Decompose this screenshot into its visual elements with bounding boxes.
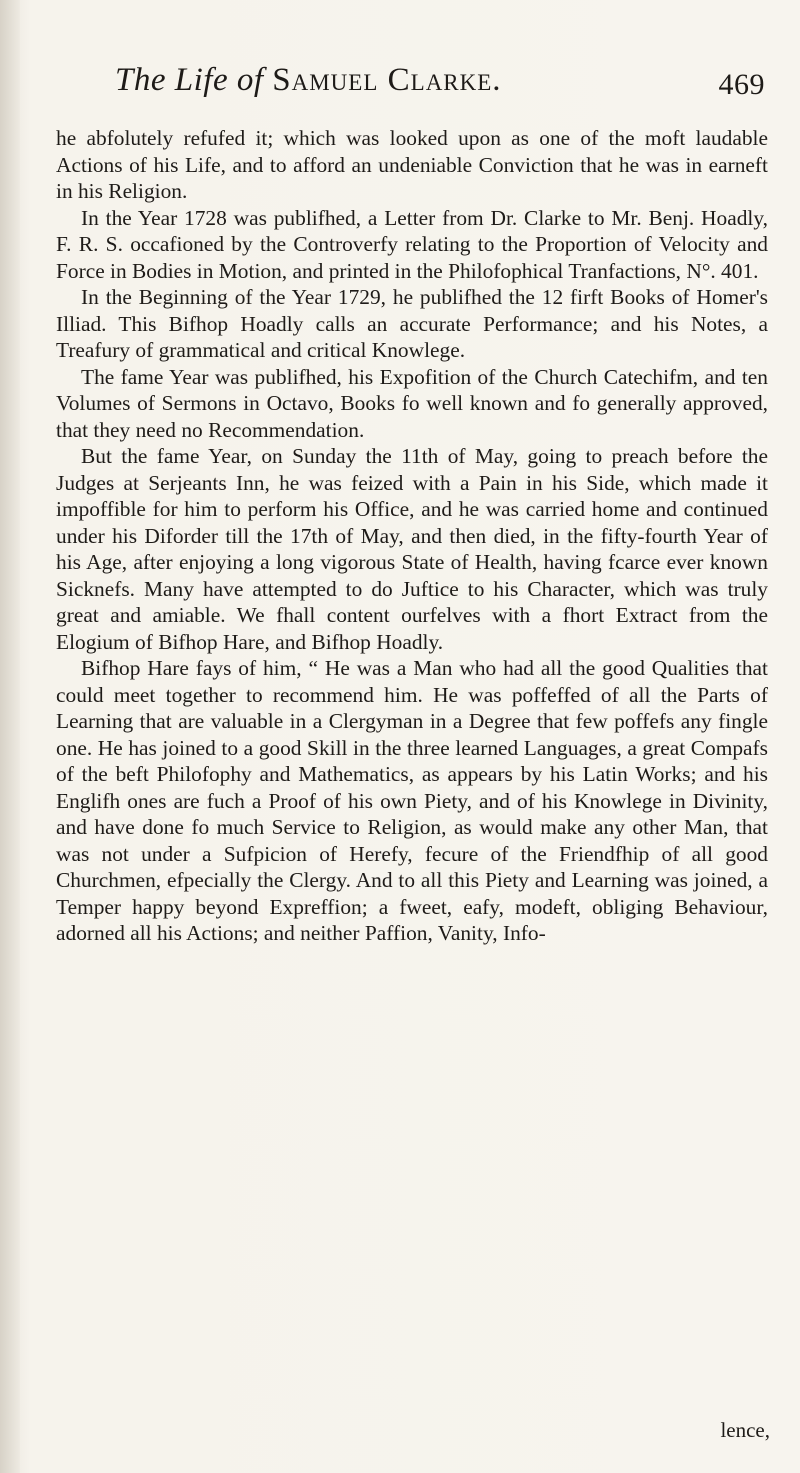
paragraph: But the fame Year, on Sunday the 11th of May, going to preach before the Judges at Serjeants Inn, he was feized with a Pain in his Side, which made it impoffible for him to perform his Office, and he was carried home and continued under his Diforder till the 17th of May, and then died, in the fifty-fourth Year of his Age, after enjoying a long vigorous State of Health, having fcarce ever known Sicknefs. Many have attempted to do Juftice to his Character, which was truly great and amiable. We fhall content ourfelves with a fhort Extract from the Elogium of Bifhop Hare, and Bifhop Hoadly. bbox=[56, 444, 768, 654]
paragraph: he abfolutely refufed it; which was looked upon as one of the moft laudable Actions of his Life, and to afford an undeniable Conviction that he was in earneft in his Religion. bbox=[56, 126, 768, 203]
header-subject: Samuel Clarke. bbox=[272, 62, 502, 98]
paragraph: The fame Year was publifhed, his Expofition of the Church Catechifm, and ten Volumes of Sermons in Octavo, Books fo well known and fo generally approved, that they need no Recommendation. bbox=[56, 364, 768, 442]
header-title: The Life of bbox=[115, 62, 264, 98]
page-gutter bbox=[0, 0, 20, 1473]
running-header bbox=[115, 62, 765, 112]
body-text bbox=[56, 125, 768, 947]
paragraph: In the Year 1728 was publifhed, a Letter from Dr. Clarke to Mr. Benj. Hoadly, F. R. S. occafioned by the Controverfy relating to the Proportion of Velocity and Force in Bodies in Motion, and printed in the Philofophical Tranfactions, N°. 401. bbox=[56, 205, 768, 283]
paragraph: In the Beginning of the Year 1729, he publifhed the 12 firft Books of Homer's Illiad. This Bifhop Hoadly calls an accurate Performance; and his Notes, a Treafury of grammatical and critical Knowlege. bbox=[56, 285, 768, 362]
catchword: lence, bbox=[720, 1418, 770, 1442]
page-number: 469 bbox=[718, 68, 765, 101]
paragraph: Bifhop Hare fays of him, “ He was a Man who had all the good Qualities that could meet together to recommend him. He was poffeffed of all the Parts of Learning that are valuable in a Clergyman in a Degree that few poffefs any fingle one. He has joined to a good Skill in the three learned Languages, a great Compafs of the beft Philofophy and Mathematics, as appears by his Latin Works; and his Englifh ones are fuch a Proof of his own Piety, and of his Knowlege in Divinity, and have done fo much Service to Religion, as would make any other Man, that was not under a Sufpicion of Herefy, fecure of the Friendfhip of all good Churchmen, efpecially the Clergy. And to all this Piety and Learning was joined, a Temper happy beyond Expreffion; a fweet, eafy, modeft, obliging Behaviour, adorned all his Actions; and neither Paffion, Vanity, Info- bbox=[56, 656, 768, 945]
